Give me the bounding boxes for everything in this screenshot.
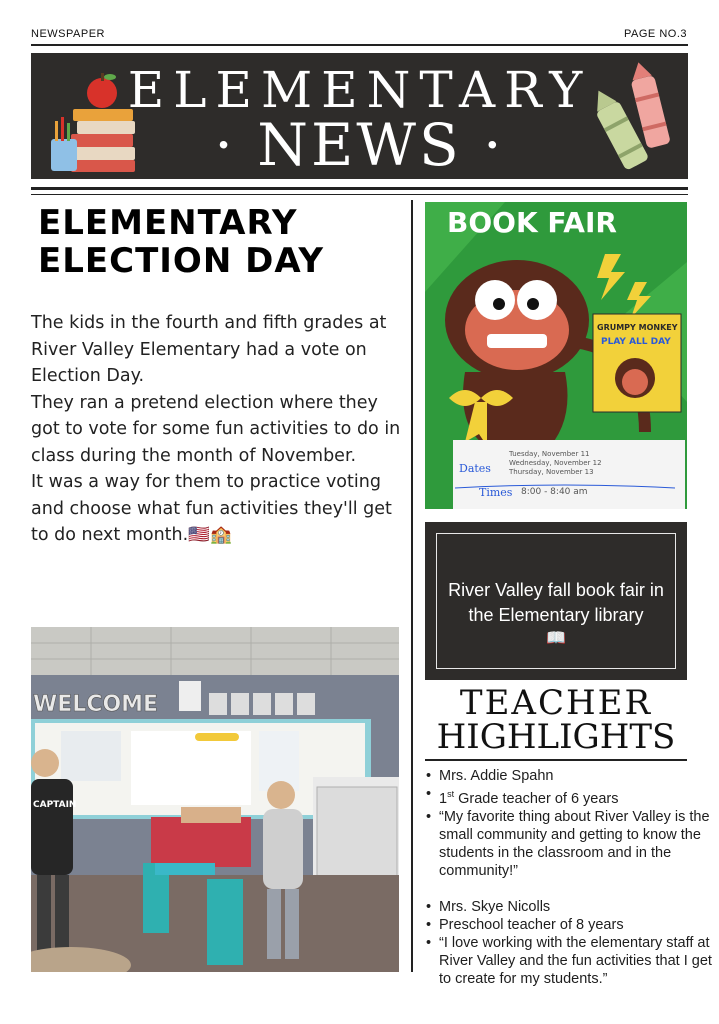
open-book-icon: 📖: [546, 630, 566, 647]
handwritten-time: 8:00 - 8:40 am: [521, 487, 588, 497]
role-suffix: st: [447, 789, 455, 799]
book-title-line-2: PLAY ALL DAY: [601, 337, 671, 347]
article-headline: [38, 204, 388, 280]
handwritten-date: Thursday, November 13: [509, 468, 594, 476]
highlights-title-line-1: TEACHER: [459, 683, 653, 723]
classroom-photo: [31, 627, 399, 972]
list-spacer: [425, 880, 717, 898]
classroom-photo-illustration: [31, 627, 399, 972]
article-paragraph: They ran a pretend election where they got to vote for some fun activities to do in class during the month of November.: [31, 392, 401, 466]
masthead-subtitle: · NEWS ·: [214, 111, 505, 179]
masthead-banner: [31, 53, 688, 179]
handwritten-date: Wednesday, November 12: [509, 459, 602, 467]
article-body: [31, 310, 403, 549]
teacher-name: • Mrs. Addie Spahn: [425, 767, 717, 785]
role-number: 1: [439, 790, 448, 807]
headline-line-1: ELEMENTARY: [38, 203, 298, 243]
teacher-highlights-list: [425, 767, 717, 988]
shirt-text: CAPTAIN: [33, 800, 77, 810]
dates-label: Dates: [459, 462, 491, 475]
headline-line-2: ELECTION DAY: [38, 241, 325, 281]
teacher-quote: • “I love working with the elementary staff at River Valley and the fun activities that I get to create for my students.”: [425, 934, 717, 988]
header-divider-thick: [31, 187, 688, 190]
teacher-quote: • “My favorite thing about River Valley is the small community and getting to know the students in the classroom and in the community!”: [425, 808, 717, 880]
role-rest: Grade teacher of 6 years: [454, 790, 619, 807]
book-fair-photo: [425, 202, 687, 509]
caption-line-2: the Elementary library: [468, 605, 644, 625]
book-title-line-1: GRUMPY MONKEY: [597, 323, 678, 332]
poster-title: BOOK FAIR: [447, 206, 617, 239]
highlights-divider: [425, 759, 687, 761]
article-paragraph: The kids in the fourth and fifth grades at River Valley Elementary had a vote on Election Day.: [31, 313, 387, 386]
caption-line-1: River Valley fall book fair in: [448, 580, 664, 600]
handwritten-date: Tuesday, November 11: [509, 450, 590, 458]
teacher-name: • Mrs. Skye Nicolls: [425, 898, 717, 916]
times-label: Times: [479, 486, 513, 499]
highlights-title-line-2: HIGHLIGHTS: [436, 717, 676, 757]
welcome-sign: WELCOME: [33, 692, 159, 717]
book-fair-poster-illustration: [425, 202, 687, 509]
column-divider: [411, 200, 413, 972]
masthead-title: ELEMENTARY: [127, 61, 592, 119]
header-divider-thin: [31, 194, 688, 195]
book-fair-caption-box: [425, 522, 687, 680]
article-paragraph: It was a way for them to practice voting and choose what fun activities they'll get to do next month.🇺🇸🏫: [31, 472, 392, 545]
top-divider: [31, 44, 688, 46]
page-number: PAGE NO.3: [624, 28, 687, 40]
caption-text: [439, 578, 673, 628]
crayons-icon: [594, 59, 674, 173]
section-label: NEWSPAPER: [31, 28, 105, 40]
teacher-role: [425, 785, 717, 808]
teacher-role: • Preschool teacher of 8 years: [425, 916, 717, 934]
